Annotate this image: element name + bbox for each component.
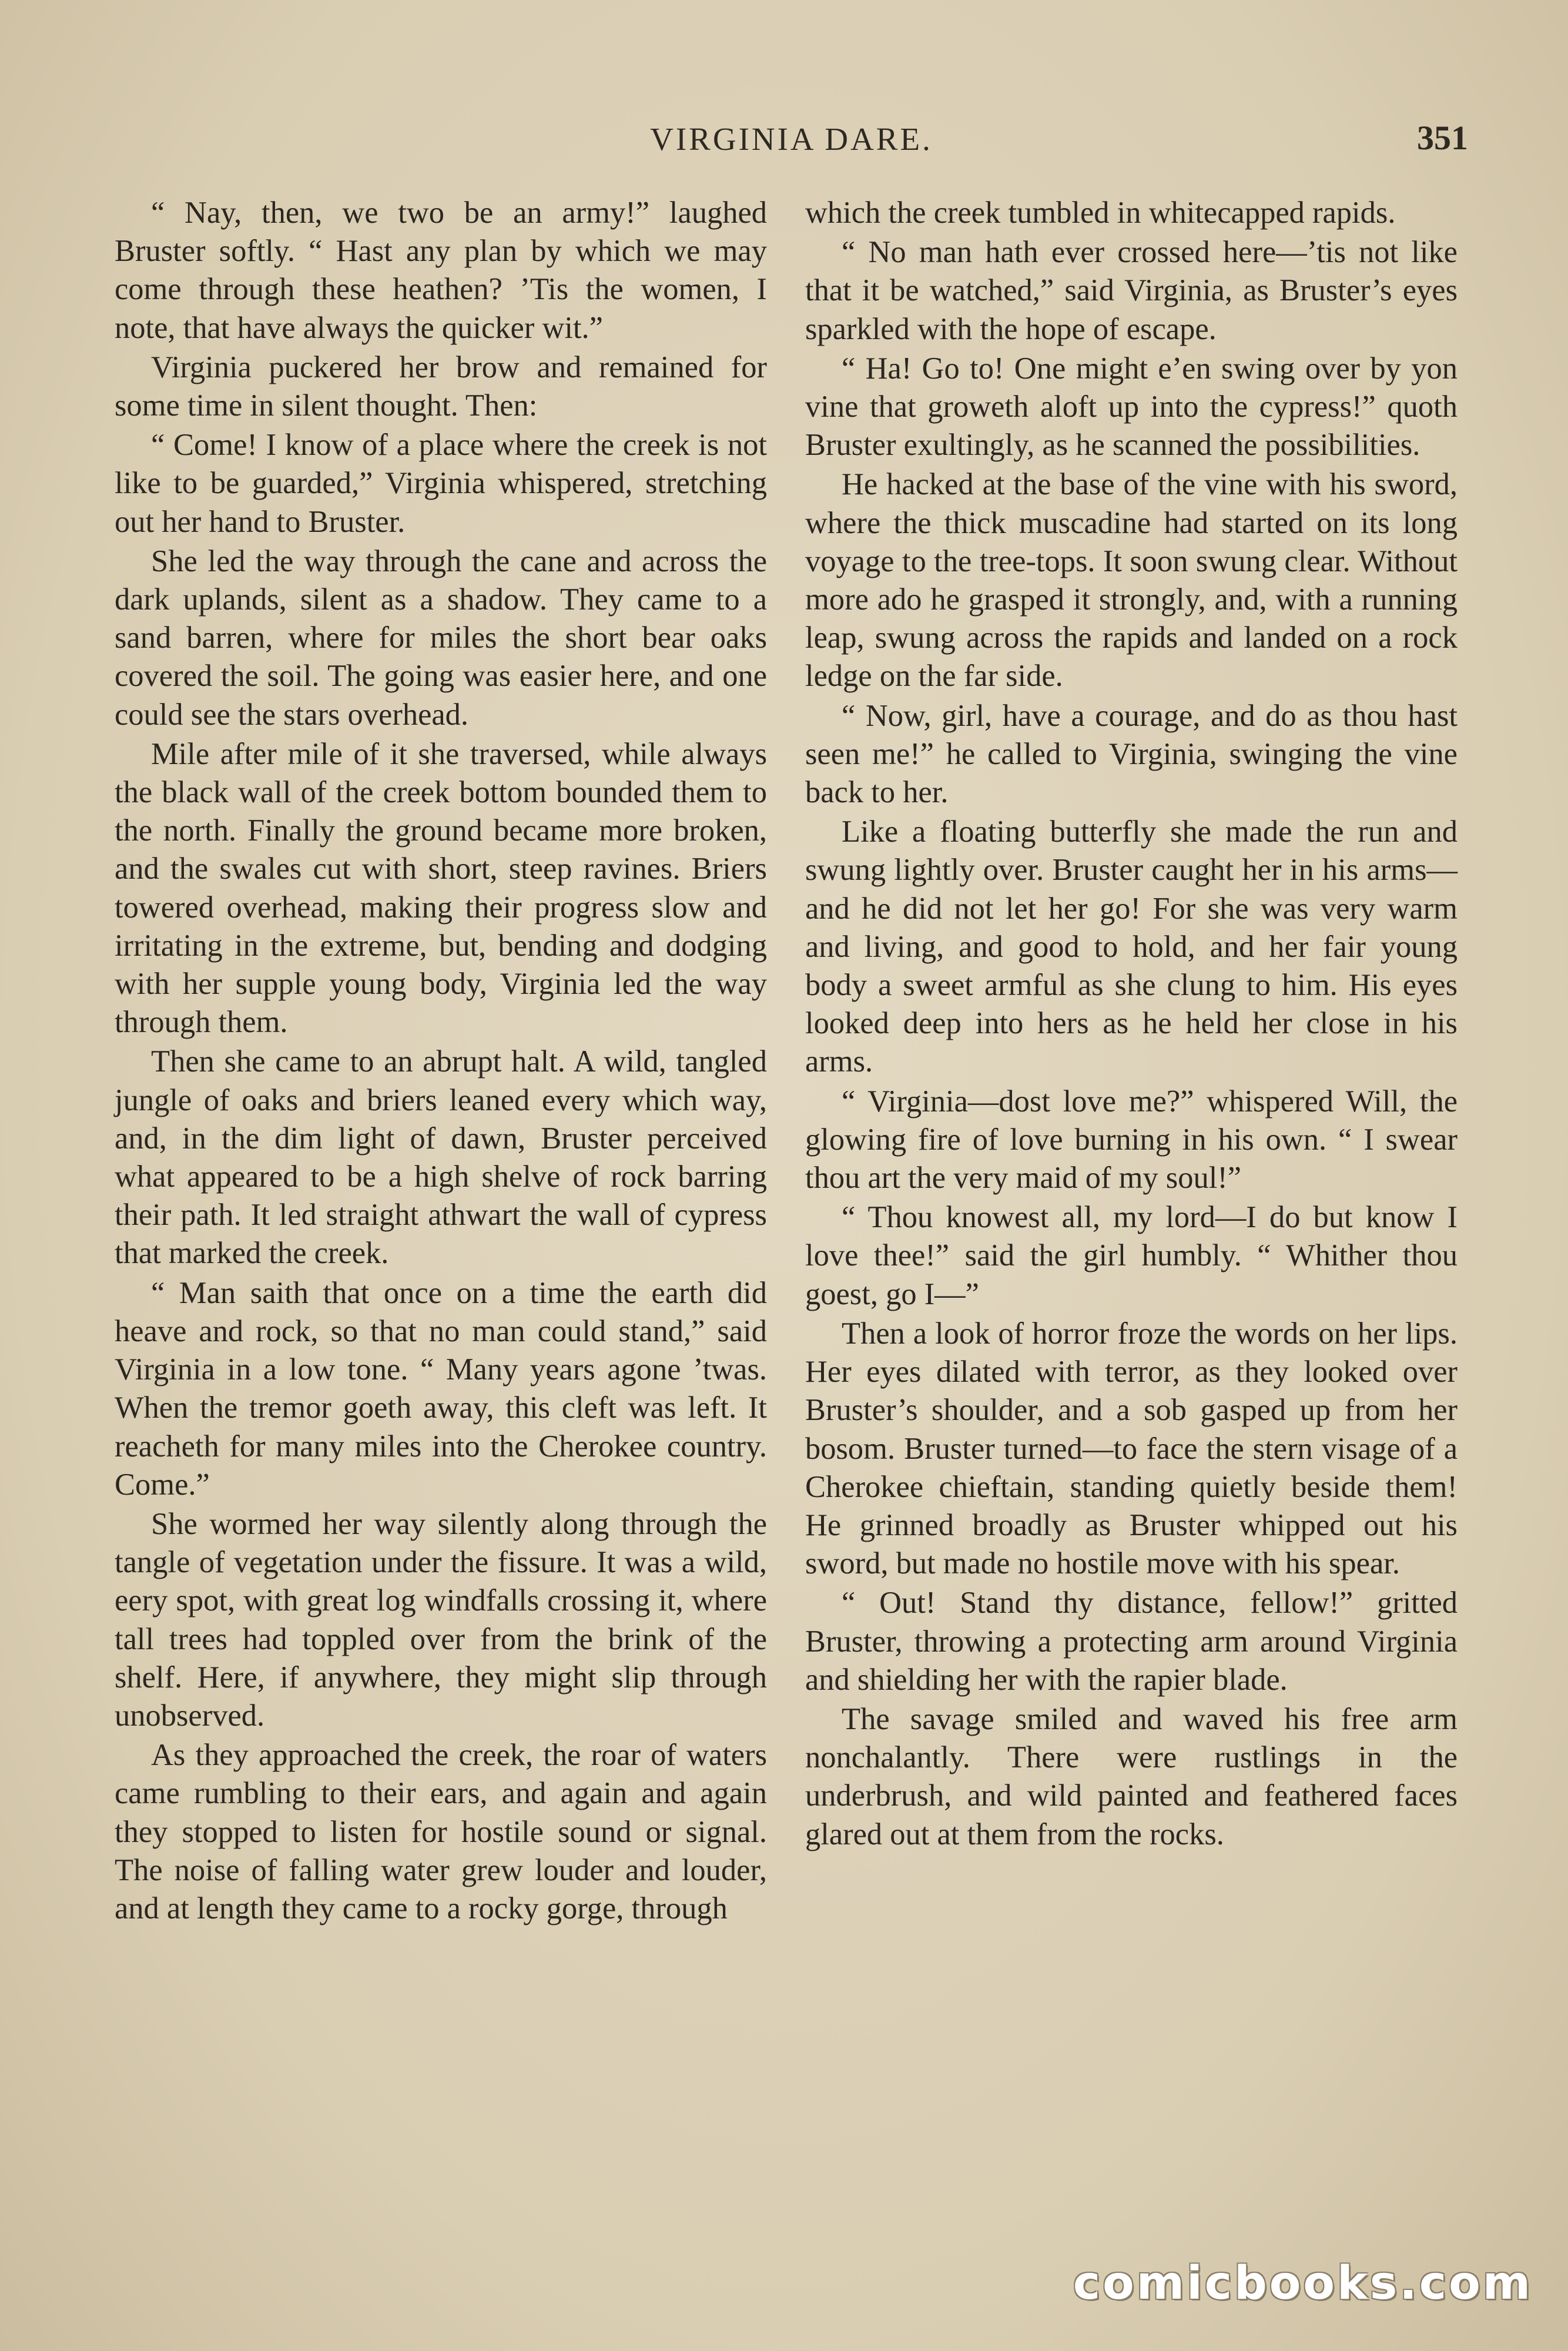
paragraph-continuation: which the creek tumbled in whitecapped rapids. [805, 196, 1396, 230]
page-header [115, 120, 1468, 168]
paragraph: She led the way through the cane and across the dark uplands, silent as a shadow. They came to a sand barren, where for miles the short bear oaks covered the soil. The going was easier here, and one could see the stars overhead. [115, 544, 767, 732]
left-column [115, 194, 767, 1929]
paragraph: “ Nay, then, we two be an army!” laughed Bruster softly. “ Hast any plan by which we may come through these heathen? ’Tis the women, I note, that have always the quicker wit.” [115, 196, 767, 345]
site-watermark: comicbooks.com [1073, 2257, 1533, 2310]
paragraph: She wormed her way silently along through the tangle of vegetation under the fissure. It was a wild, eery spot, with great log windfalls crossing it, where tall trees had toppled over from the brink of the shelf. Here, if anywhere, they might slip through unobserved. [115, 1506, 767, 1733]
running-title: VIRGINIA DARE. [650, 121, 933, 157]
paragraph: Mile after mile of it she traversed, while always the black wall of the creek bottom bounded them to the north. Finally the ground became more broken, and the swales cut with short, steep ravines. Briers towered overhead, making their progress slow and irritating in the extreme, but, bending and dodging with her supple young body, Virginia led the way through them. [115, 736, 767, 1040]
paragraph: As they approached the creek, the roar of waters came rumbling to their ears, and again and again they stopped to listen for hostile sound or signal. The noise of falling water grew louder and louder, and at length they came to a rocky gorge, through [115, 1738, 767, 1925]
paragraph: Then she came to an abrupt halt. A wild, tangled jungle of oaks and briers leaned every which way, and, in the dim light of dawn, Bruster perceived what appeared to be a high shelve of rock barring their path. It led straight athwart the wall of cypress that marked the creek. [115, 1044, 767, 1271]
page-number: 351 [1417, 119, 1468, 157]
paragraph: Like a floating butterfly she made the run and swung lightly over. Bruster caught her in his arms—and he did not let her go! For she was very warm and living, and good to hold, and her fair young body a sweet armful as she clung to him. His eyes looked deep into hers as he held her close in his arms. [805, 815, 1458, 1079]
paragraph: “ Man saith that once on a time the earth did heave and rock, so that no man could stand,” said Virginia in a low tone. “ Many years agone ’twas. When the tremor goeth away, this cleft was left. It reacheth for many miles into the Cherokee country. Come.” [115, 1275, 767, 1502]
paragraph: “ Come! I know of a place where the creek is not like to be guarded,” Virginia whispered, stretching out her hand to Bruster. [115, 428, 767, 539]
paragraph: He hacked at the base of the vine with his sword, where the thick muscadine had started on its long voyage to the tree-tops. It soon swung clear. Without more ado he grasped it strongly, and, with a running leap, swung across the rapids and landed on a rock ledge on the far side. [805, 467, 1458, 694]
paragraph: “ Thou knowest all, my lord—I do but know I love thee!” said the girl humbly. “ Whither thou goest, go I—” [805, 1200, 1458, 1311]
paragraph: “ Now, girl, have a courage, and do as thou hast seen me!” he called to Virginia, swinging the vine back to her. [805, 698, 1458, 810]
paragraph: “ No man hath ever crossed here—’tis not like that it be watched,” said Virginia, as Bruster’s eyes sparkled with the hope of escape. [805, 235, 1458, 346]
paragraph: “ Out! Stand thy distance, fellow!” gritted Bruster, throwing a protecting arm around Virginia and shielding her with the rapier blade. [805, 1586, 1458, 1697]
paragraph: Then a look of horror froze the words on her lips. Her eyes dilated with terror, as they looked over Bruster’s shoulder, and a sob gasped up from her bosom. Bruster turned—to face the stern visage of a Cherokee chieftain, standing quietly beside them! He grinned broadly as Bruster whipped out his sword, but made no hostile move with his spear. [805, 1316, 1458, 1581]
paragraph: The savage smiled and waved his free arm nonchalantly. There were rustlings in the underbrush, and wild painted and feathered faces glared out at them from the rocks. [805, 1702, 1458, 1851]
paragraph: “ Ha! Go to! One might e’en swing over by yon vine that groweth aloft up into the cypress!” quoth Bruster exultingly, as he scanned the possibilities. [805, 351, 1458, 463]
paragraph: Virginia puckered her brow and remained for some time in silent thought. Then: [115, 350, 767, 423]
paragraph: “ Virginia—dost love me?” whispered Will, the glowing fire of love burning in his own. “ I swear thou art the very maid of my soul!” [805, 1084, 1458, 1195]
right-column [805, 194, 1458, 1855]
